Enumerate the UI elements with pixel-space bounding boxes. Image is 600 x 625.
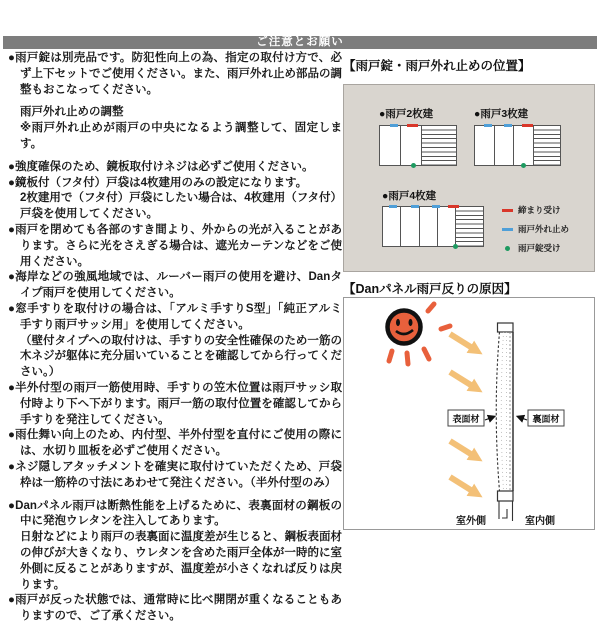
legend-item (502, 204, 569, 216)
warp-diagram-box (343, 297, 595, 530)
section-header-title: ご注意とお願い (256, 36, 344, 48)
latch-marker-icon (448, 205, 459, 208)
shutter-pane (380, 126, 401, 165)
note-paragraph: 雨戸外れ止めの調整 (20, 106, 124, 119)
note-paragraph: ●雨戸錠は別売品です。防犯性向上の為、指定の取付け方で、必ず上下セットでご使用ください。また、雨戸外れ止め部品の調整もおこなってください。 (8, 52, 342, 96)
shutter-diagram-3-panel (474, 125, 561, 166)
position-section-title: 【雨戸錠・雨戸外れ止めの位置】 (343, 59, 531, 73)
section-header-bar (3, 36, 597, 49)
legend-label: 雨戸外れ止め (518, 224, 570, 234)
pointer-arrow-icon (519, 417, 527, 420)
diagram-label-3-panel: ●雨戸3枚建 (474, 108, 529, 120)
legend-item (502, 223, 569, 235)
shutter-box-slats (422, 126, 456, 165)
shutter-diagram-2-panel (379, 125, 457, 166)
position-diagram-box (343, 84, 595, 272)
stopper-marker-icon (432, 205, 440, 208)
latch-marker-icon (522, 124, 533, 127)
legend-item (502, 242, 569, 254)
legend-label: 雨戸錠受け (518, 243, 561, 253)
note-paragraph: 2枚建用で（フタ付）戸袋にしたい場合は、4枚建用（フタ付）戸袋を使用してください。 (20, 192, 342, 221)
note-paragraph: ●鏡板付（フタ付）戸袋は4枚建用のみの設定になります。 (8, 176, 308, 189)
lock-marker-icon (411, 163, 416, 168)
back-material-label (519, 410, 564, 426)
shutter-box-slats (534, 126, 560, 165)
shutter-panel-section (496, 323, 513, 521)
legend-label: 締まり受け (518, 205, 561, 215)
lock-marker-icon (521, 163, 526, 168)
shutter-pane (438, 207, 456, 246)
stopper-marker-icon (484, 124, 492, 127)
stopper-marker-icon (390, 124, 398, 127)
note-paragraph: ●海岸などの強風地域では、ルーバー雨戸の使用を避け、Danタイプ雨戸を使用してください。 (8, 271, 342, 300)
stopper-marker-icon (504, 124, 512, 127)
lock-marker-icon (453, 244, 458, 249)
warp-diagram (344, 298, 594, 529)
note-paragraph: （壁付タイプへの取付けは、手すりの安全性確保のため一筋の木ネジが躯体に充分届いていることを確認してから行ってください。） (20, 334, 342, 379)
stopper-icon (502, 228, 513, 231)
front-material-label (448, 410, 493, 426)
diagram-label-2-panel: ●雨戸2枚建 (379, 108, 434, 120)
diagram-label-4-panel: ●雨戸4枚建 (382, 190, 437, 202)
notes-column (8, 51, 342, 625)
indoor-side-label: 室内側 (525, 516, 555, 527)
note-paragraph: ●Danパネル雨戸は断熱性能を上げるために、表裏面材の鋼板の中に発泡ウレタンを注入してあります。 (8, 499, 342, 528)
note-paragraph: ●ネジ隠しアタッチメントを確実に取付けていただくため、戸袋枠は一筋枠の寸法にあわせて発注ください。（半外付型のみ） (8, 460, 342, 489)
shutter-pane (401, 207, 419, 246)
svg-text:表面材: 表面材 (452, 414, 480, 424)
note-paragraph: 日射などにより雨戸の表裏面に温度差が生じると、鋼板表面材の伸びが大きくなり、ウレタンを含めた雨戸全体が一時的に室外側に反ることがありますが、温度差が小さくなれば反りは戻ります。 (20, 531, 342, 591)
sun-icon (388, 304, 451, 364)
svg-text:裏面材: 裏面材 (532, 414, 560, 424)
note-paragraph: ●雨戸が反った状態では、通常時に比べ開閉が重くなることもありますので、ご了承ください。 (8, 594, 342, 623)
lock-receiver-icon (505, 246, 510, 251)
note-paragraph: ●窓手すりを取付けの場合は、「アルミ手すりS型」「純正アルミ手すり雨戸サッシ用」を使用してください。 (8, 302, 342, 331)
shutter-pane (495, 126, 515, 165)
shutter-box-slats (456, 207, 483, 246)
latch-catch-icon (502, 209, 513, 212)
shutter-pane (475, 126, 495, 165)
note-paragraph: ※雨戸外れ止めが雨戸の中央になるよう調整して、固定します。 (20, 122, 342, 150)
outdoor-side-label: 室外側 (456, 516, 486, 527)
stopper-marker-icon (411, 205, 419, 208)
shutter-pane (383, 207, 401, 246)
shutter-pane (514, 126, 534, 165)
note-paragraph: ●強度確保のため、鏡板取付けネジは必ずご使用ください。 (8, 160, 314, 173)
note-paragraph: ●雨戸を閉めても各部のすき間より、外からの光が入ることがあります。さらに光をさえぎる場合は、遮光カーテンなどをご使用ください。 (8, 223, 342, 268)
diagram-legend (502, 204, 569, 261)
shutter-pane (420, 207, 438, 246)
stopper-marker-icon (389, 205, 397, 208)
shutter-pane (401, 126, 422, 165)
pointer-arrow-icon (485, 417, 493, 420)
warp-section-title: 【Danパネル雨戸反りの原因】 (343, 282, 517, 296)
note-paragraph: ●雨仕舞い向上のため、内付型、半外付型を直付にご使用の際には、水切り皿板を必ずご使用ください。 (8, 429, 342, 458)
note-paragraph: ●半外付型の雨戸一筋使用時、手すりの笠木位置は雨戸サッシ取付時より下へ下がります。雨戸一筋の取付位置を確認してから手すりを発注してください。 (8, 381, 342, 426)
shutter-diagram-4-panel (382, 206, 484, 247)
latch-marker-icon (407, 124, 418, 127)
